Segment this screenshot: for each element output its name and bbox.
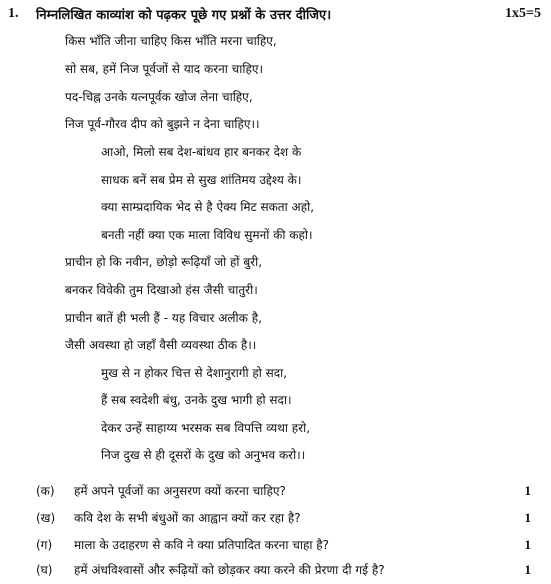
sub-question-marks: 1 <box>524 483 531 498</box>
poem-line: प्राचीन हो कि नवीन, छोड़ो रूढ़ियाँ जो हों बुरी, <box>65 255 263 269</box>
poem-line: साधक बनें सब प्रेम से सुख शांतिमय उद्देश्य के। <box>101 173 302 187</box>
poem-line: देकर उन्हें साहाय्य भरसक सब विपत्ति व्यथा हरो, <box>101 421 311 435</box>
sub-question <box>36 537 329 553</box>
poem-line: मुख से न होकर चित्त से देशानुरागी हो सदा, <box>101 366 288 380</box>
poem-line: निज दुख से ही दूसरों के दुख को अनुभव करो।। <box>101 448 306 462</box>
sub-question <box>36 562 385 578</box>
poem-line: पद-चिह्न उनके यत्नपूर्वक खोज लेना चाहिए, <box>65 90 253 104</box>
poem-line: सो सब, हमें निज पूर्वजों से याद करना चाहिए। <box>65 62 264 76</box>
sub-question-marks: 1 <box>524 537 531 552</box>
sub-question-text: हमें अंधविश्वासों और रूढ़ियों को छोड़कर क्या करने की प्रेरणा दी गई है? <box>74 563 385 577</box>
poem-line: हैं सब स्वदेशी बंधु, उनके दुख भागी हो सदा। <box>101 393 292 407</box>
poem-line: बनकर विवेकी तुम दिखाओ हंस जैसी चातुरी। <box>65 283 258 297</box>
question-title: निम्नलिखित काव्यांश को पढ़कर पूछे गए प्रश्नों के उत्तर दीजिए। <box>36 8 332 23</box>
sub-question-label: (ग) <box>36 538 53 552</box>
poem-line: प्राचीन बातें ही भली हैं - यह विचार अलीक है, <box>65 311 262 325</box>
poem-line: क्या साम्प्रदायिक भेद से है ऐक्य मिट सकता अहो, <box>101 200 315 214</box>
sub-question-label: (घ) <box>36 563 53 577</box>
sub-question-label: (ख) <box>36 511 56 525</box>
sub-question-text: कवि देश के सभी बंधुओं का आह्वान क्यों कर रहा है? <box>74 511 301 525</box>
poem-line: किस भाँति जीना चाहिए किस भाँति मरना चाहिए, <box>65 34 277 48</box>
sub-question-text: माला के उदाहरण से कवि ने क्या प्रतिपादित करना चाहा है? <box>74 538 330 552</box>
question-number: 1. <box>8 6 19 21</box>
sub-question <box>36 510 301 526</box>
poem-line: आओ, मिलो सब देश-बांधव हार बनकर देश के <box>101 145 302 159</box>
poem-line: जैसी अवस्था हो जहाँ वैसी व्यवस्था ठीक है।। <box>65 338 257 352</box>
sub-question <box>36 483 286 499</box>
sub-question-text: हमें अपने पूर्वजों का अनुसरण क्यों करना चाहिए? <box>74 484 286 498</box>
sub-question-marks: 1 <box>524 510 531 525</box>
sub-question-label: (क) <box>36 484 55 498</box>
poem-line: बनती नहीं क्या एक माला विविध सुमनों की कहो। <box>101 228 313 242</box>
sub-question-marks: 1 <box>524 562 531 577</box>
poem-line: निज पूर्व-गौरव दीप को बुझने न देना चाहिए।। <box>65 117 260 131</box>
question-marks: 1x5=5 <box>505 6 541 21</box>
